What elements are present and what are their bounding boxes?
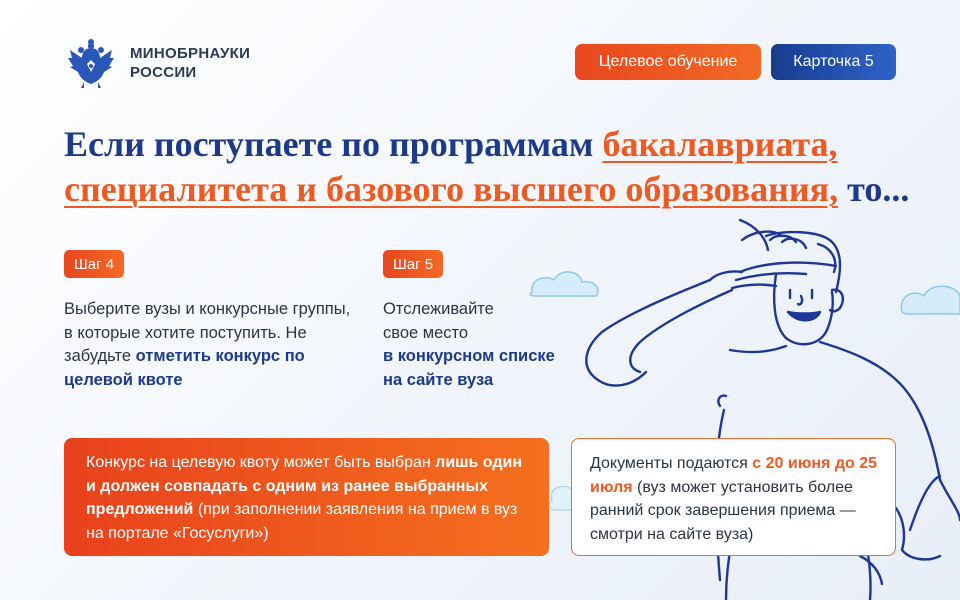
deadline-text-end: (вуз может установить более ранний срок завершения приема — смотри на сайте вуза) [590,478,856,543]
deadline-text-start: Документы подаются [590,455,753,472]
document-deadline-notice [571,438,896,556]
step-4-emphasis: отметить конкурс по целевой квоте [64,347,305,389]
step-4-description: Выберите вузы и конкурсные группы, в которые хотите поступить. Не забудьте [64,300,351,365]
step-5-badge: Шаг 5 [383,250,443,278]
cloud-icon [530,272,598,296]
step-4-badge: Шаг 4 [64,250,124,278]
target-quota-notice [64,438,549,556]
notice-text-end: (при заполнении заявления на прием в вуз на портале «Госуслуги») [86,501,518,542]
deadline-dates: с 20 июня до 25 июля [590,455,877,496]
title-highlight: бакалавриата, специалитета и базового высшего образования, [64,124,839,209]
ministry-name [130,44,250,82]
cloud-icon [901,286,960,314]
card-number-tag: Карточка 5 [771,44,896,80]
notice-text-start: Конкурс на целевую квоту может быть выбран [86,454,436,471]
double-headed-eagle-icon [64,36,118,90]
title-part1: Если поступаете по программам [64,124,603,164]
ministry-logo [64,36,250,90]
step-4-text [64,298,354,392]
ministry-name-line2: РОССИИ [130,64,197,81]
notice-emphasis: лишь один и должен совпадать с одним из ранее выбранных предложений [86,454,522,518]
step-5-line1: Отслеживайте [383,300,494,318]
step-5-emphasis-line2: на сайте вуза [383,370,494,389]
title-part2: то... [838,169,910,209]
step-5-emphasis-line1: в конкурсном списке [383,347,555,365]
page-title [64,122,924,212]
topic-tag: Целевое обучение [575,44,761,80]
ministry-name-line1: МИНОБРНАУКИ [130,45,251,62]
step-5-line2: свое место [383,323,469,342]
